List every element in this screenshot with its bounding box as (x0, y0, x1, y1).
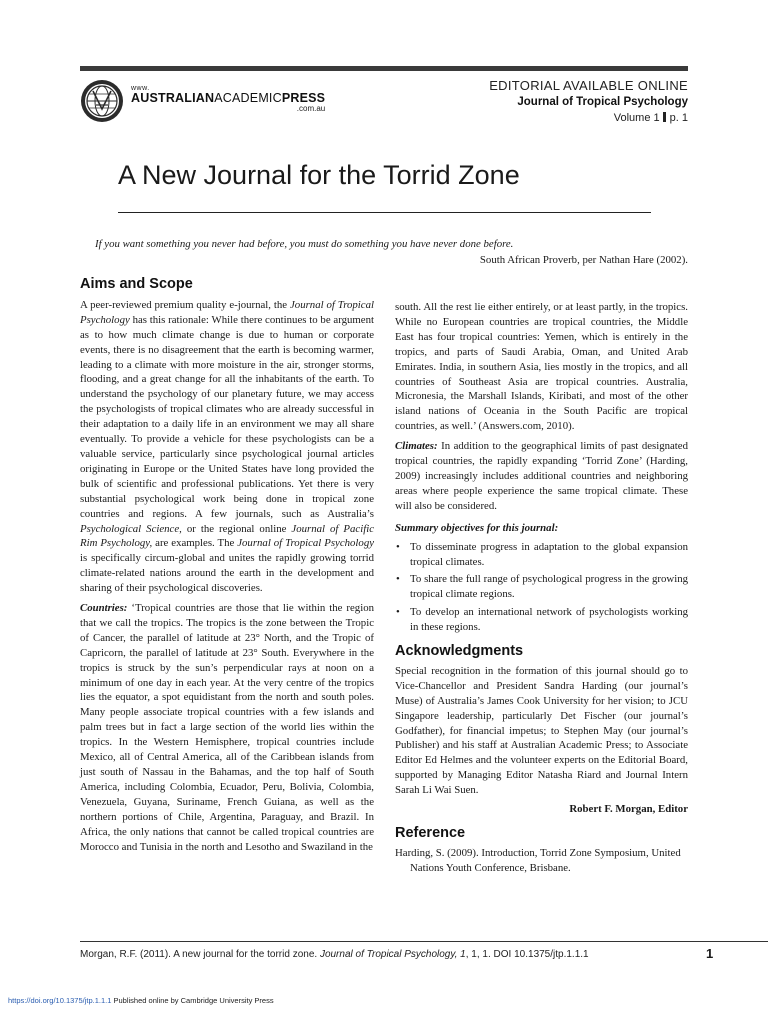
epigraph-source: South African Proverb, per Nathan Hare (2002). (479, 254, 688, 266)
acknowledgments-text: Special recognition in the formation of this journal should go to Vice-Chancellor and President Sandra Harding (our journal’s Muse) of Australia’s James Cook University for her vision; to JCU Singapore leadership, particularly Det Fischer (our journal’s Godfather), for financial impetus; to Stephen May (our journal’s Publisher) and his staff at Australian Academic Press; to Associate Editor Ed Helmes and the volunteer experts on the Editorial Board, supported by Managing Editor Natasha Riard and Journal Intern Sarah Li Wai Suen. (395, 664, 688, 797)
footer-citation: Morgan, R.F. (2011). A new journal for the torrid zone. Journal of Tropical Psychology, 1, 1, 1. DOI 10.1375/jtp.1.1.1 (80, 949, 589, 960)
globe-seal-icon (80, 79, 124, 123)
right-column (395, 300, 688, 876)
left-column (80, 277, 374, 854)
doi-link[interactable]: https://doi.org/10.1375/jtp.1.1.1 (8, 996, 112, 1005)
acknowledgments-heading: Acknowledgments (395, 643, 524, 660)
publisher-domain: .com.au (296, 104, 326, 113)
publisher-www: www. (131, 85, 150, 92)
journal-name: Journal of Tropical Psychology (517, 96, 688, 108)
countries-label: Countries: (80, 602, 128, 615)
header-top-rule (80, 66, 688, 71)
aims-paragraph: A peer-reviewed premium quality e-journal, the Journal of Tropical Psychology has this rationale: While there continues to be argument as to how much climate change is due to human or corporate events, there is no disagreement that the earth is becoming warmer, leading to a climate with more moisture in the air, stronger storms, flooding, and a great change for all the inhabitants of the earth. To understand the psychology of our planetary future, we may access the psychologists of tropical climates who are already successful in their adaptation to a daily life in an environment we may all share eventually. To provide a vehicle for these psychologists can be a valuable service, particularly since psychological journal articles originating in Europe or the United States have long provided the bulk of scientific and professional publications. Yet there is very substantial psychological work being done in tropical zone countries and regions. A few journals, such as Australia’s Psychological Science, or the regional online Journal of Pacific Rim Psychology, are examples. The Journal of Tropical Psychology is specifically circum-global and unites the rapidly growing torrid climate-related nations around the earth in the development and sharing of their psychological discoveries. (80, 298, 375, 595)
publisher-wordmark (131, 85, 325, 113)
countries-text-part-1: ‘Tropical countries are those that lie within the region that we call the tropics. The tropics is the zone between the Tropic of Cancer, the parallel of latitude at 23° North, and the Tropic of Capricorn, the parallel of latitude at 23° South. Everywhere in the tropics is struck by the sun’s perpendicular rays at noon on a minimum of one day in each year. At the very centre of the tropics lies the equator, a spot equidistant from the north and south poles. Many people associate tropical countries with a few islands and palm trees but in fact a large section of the world lies within the tropics. In the Western Hemisphere, tropical countries include Mexico, all of Central America, all of the Caribbean islands from just south of Nassau in the Bahamas, and the top half of South America, including Colombia, Ecuador, Peru, Bolivia, Colombia, Venezuela, Guyana, Suriname, French Guiana, as well as the northern portions of Chile, Argentina, Paraguay, and Brazil. In Africa, the only nations that cannot be called tropical countries are Morocco and Tunisia in the north and Lesotho and Swaziland in the (80, 602, 374, 853)
countries-paragraph (80, 601, 374, 854)
epigraph (95, 236, 688, 268)
reference-entry: Harding, S. (2009). Introduction, Torrid Zone Symposium, United Nations Youth Conference, Brisbane. (395, 846, 681, 874)
publisher-name: AUSTRALIANACADEMICPRESS (131, 91, 326, 105)
objective-item: • To disseminate progress in adaptation to the global expansion tropical climates. (395, 540, 688, 570)
countries-continued (395, 300, 688, 434)
editor-signature: Robert F. Morgan, Editor (569, 803, 688, 816)
objectives-list (395, 540, 688, 635)
publisher-logo[interactable] (80, 79, 380, 129)
masthead (489, 78, 688, 124)
climates-paragraph: Climates: In addition to the geographical limits of past designated tropical countries, the rapidly expanding ‘Torrid Zone’ (Harding, 2009) increasingly includes additional countries and neighboring areas where people experience the same tropical climate. These will also be considered. (395, 440, 688, 512)
volume-label: Volume 1 (613, 112, 660, 124)
volume-page (489, 112, 688, 124)
title-rule (118, 212, 651, 213)
article-title: A New Journal for the Torrid Zone (118, 160, 520, 190)
online-publication-note (8, 996, 274, 1005)
separator-bar (663, 112, 666, 122)
reference-heading: Reference (395, 825, 466, 841)
objective-item: • To develop an international network of psychologists working in these regions. (395, 605, 688, 635)
published-note: Published online by Cambridge University Press (111, 996, 274, 1005)
objective-item: • To share the full range of psychological progress in the growing tropical climate regions. (395, 572, 688, 602)
epigraph-quote: If you want something you never had before, you must do something you have never done before. (95, 238, 514, 250)
climates-label: Climates: (395, 440, 438, 453)
countries-text-part-2: south. All the rest lie either entirely, or at least partly, in the tropics. While no European countries are tropical countries, the Middle East has four tropical countries: Yemen, which is entirely in the tropics, and parts of Saudi Arabia, Oman, and United Arab Emirates. India, in southern Asia, lies mostly in the tropics, and all countries of Southeast Asia are tropical countries. Australia, Micronesia, the Marshall Islands, Kiribati, and most of the other island nations of Oceania in the South Pacific are tropical countries, as well.’ (Answers.com, 2010). (395, 301, 688, 433)
footer-rule (80, 941, 768, 942)
editorial-label: EDITORIAL AVAILABLE ONLINE (489, 78, 688, 93)
page-label: p. 1 (669, 112, 688, 124)
objectives-heading: Summary objectives for this journal: (395, 521, 559, 534)
page-number: 1 (706, 946, 714, 961)
aims-heading: Aims and Scope (80, 276, 193, 292)
